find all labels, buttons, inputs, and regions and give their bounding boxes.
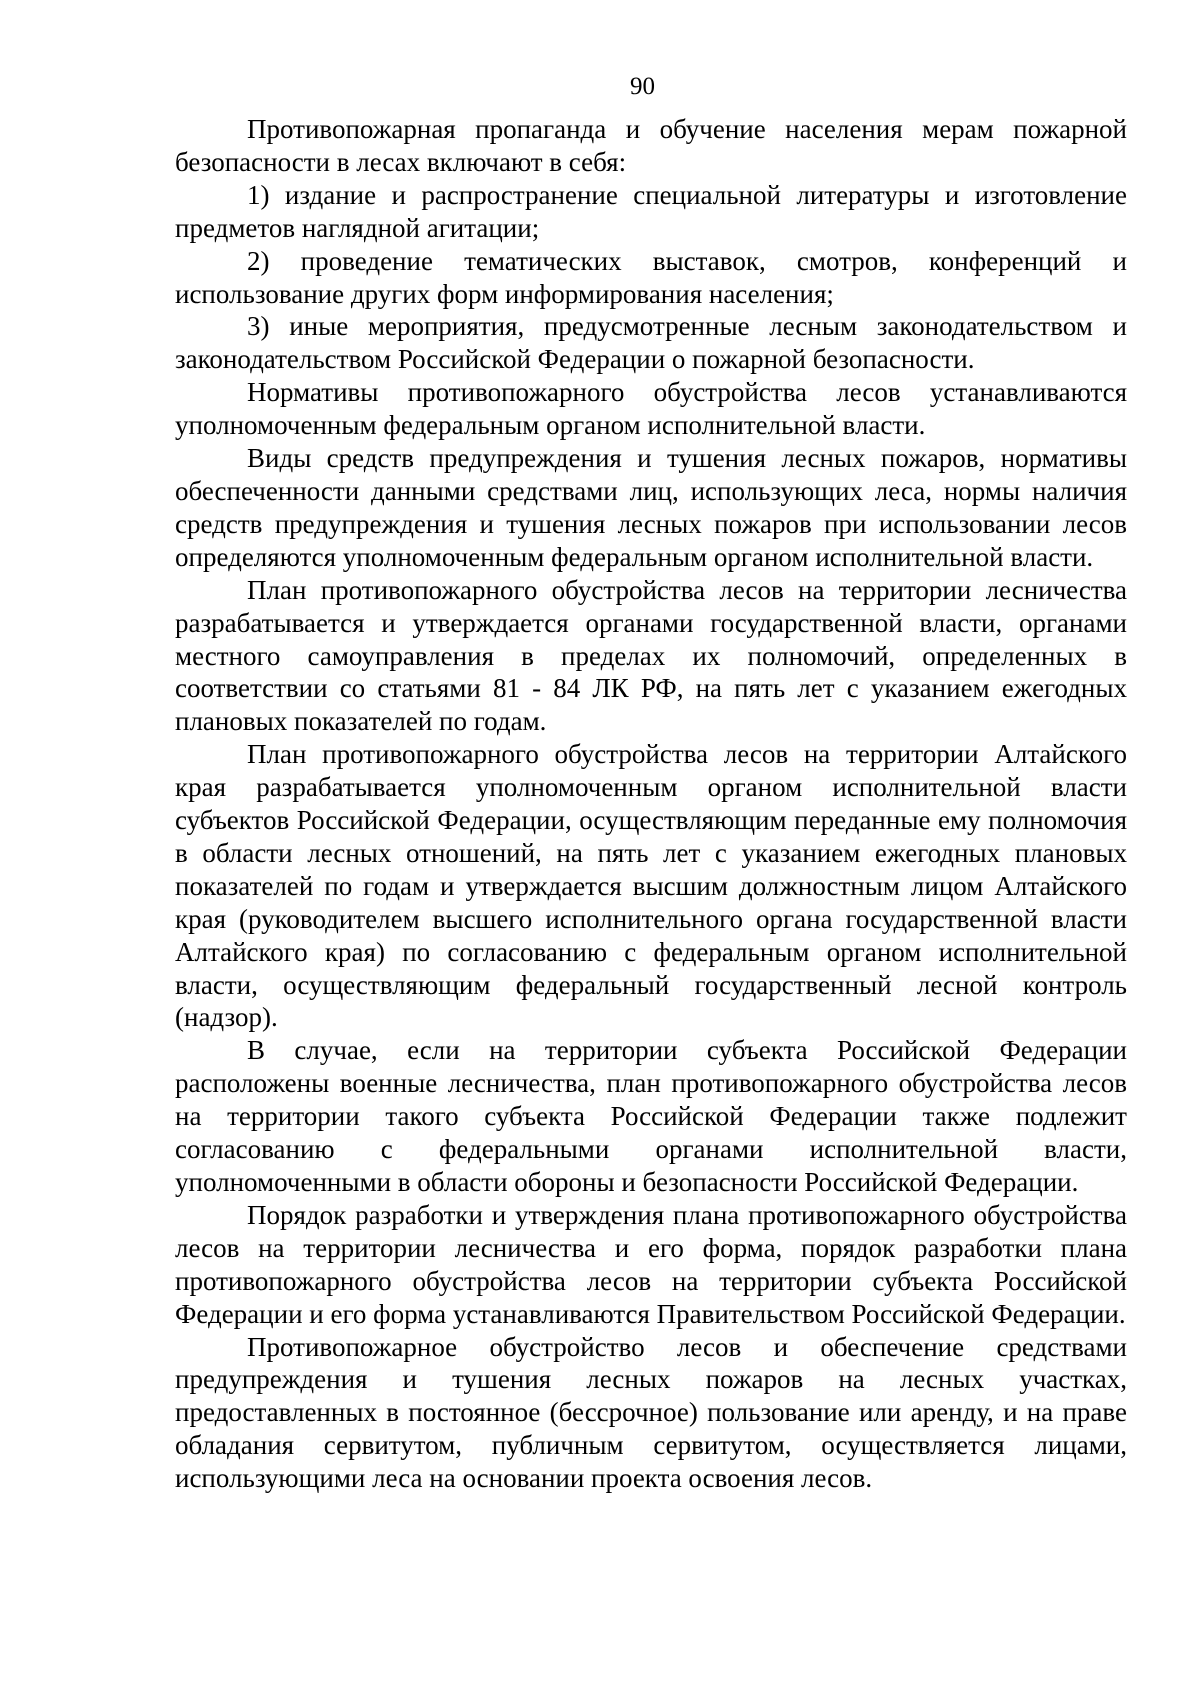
- paragraph-military-forestries: В случае, если на территории субъекта Российской Федерации расположены военные лесничества, план противопожарного обустройства лесов на территории такого субъекта Российской Федерации также подлежит согласованию с федеральными органами исполнительной власти, уполномоченными в области обороны и безопасности Российской Федерации.: [175, 1035, 1127, 1197]
- paragraph-list-item-1: 1) издание и распространение специальной литературы и изготовление предметов наглядной агитации;: [175, 179, 1127, 243]
- paragraph-altai-plan: План противопожарного обустройства лесов на территории Алтайского края разрабатывается уполномоченным органом исполнительной власти субъектов Российской Федерации, осуществляющим переданные ему полномочия в области лесных отношений, на пять лет с указанием ежегодных плановых показателей по годам и утверждается высшим должностным лицом Алтайского края (руководителем высшего исполнительного органа государственной власти Алтайского края) по согласованию с федеральным органом исполнительной власти, осуществляющим федеральный государственный лесной контроль (надзор).: [175, 739, 1127, 1033]
- paragraph-plan-procedure: Порядок разработки и утверждения плана противопожарного обустройства лесов на территории лесничества и его форма, порядок разработки плана противопожарного обустройства лесов на территории субъекта Российской Федерации и его форма устанавливаются Правительством Российской Федерации.: [175, 1199, 1127, 1329]
- paragraph-fire-arrangement-users: Противопожарное обустройство лесов и обеспечение средствами предупреждения и тушения лесных пожаров на лесных участках, предоставленных в постоянное (бессрочное) пользование или аренду, и на праве обладания сервитутом, публичным сервитутом, осуществляется лицами, использующими леса на основании проекта освоения лесов.: [175, 1331, 1127, 1494]
- paragraph-fire-means: Виды средств предупреждения и тушения лесных пожаров, нормативы обеспеченности данными средствами лиц, использующих леса, нормы наличия средств предупреждения и тушения лесных пожаров при использовании лесов определяются уполномоченным федеральным органом исполнительной власти.: [175, 443, 1127, 572]
- paragraph-fire-norms: Нормативы противопожарного обустройства лесов устанавливаются уполномоченным федеральным органом исполнительной власти.: [175, 377, 1127, 441]
- paragraph-fire-propaganda-intro: Противопожарная пропаганда и обучение населения мерам пожарной безопасности в лесах включают в себя:: [175, 114, 1127, 177]
- document-body: [175, 113, 1127, 1495]
- page-number: 90: [630, 73, 655, 100]
- paragraph-list-item-3: 3) иные мероприятия, предусмотренные лесным законодательством и законодательством Российской Федерации о пожарной безопасности.: [175, 311, 1127, 375]
- paragraph-list-item-2: 2) проведение тематических выставок, смотров, конференций и использование других форм информирования населения;: [175, 245, 1127, 309]
- paragraph-forestry-plan: План противопожарного обустройства лесов на территории лесничества разрабатывается и утверждается органами государственной власти, органами местного самоуправления в пределах их полномочий, определенных в соответствии со статьями 81 - 84 ЛК РФ, на пять лет с указанием ежегодных плановых показателей по годам.: [175, 574, 1127, 737]
